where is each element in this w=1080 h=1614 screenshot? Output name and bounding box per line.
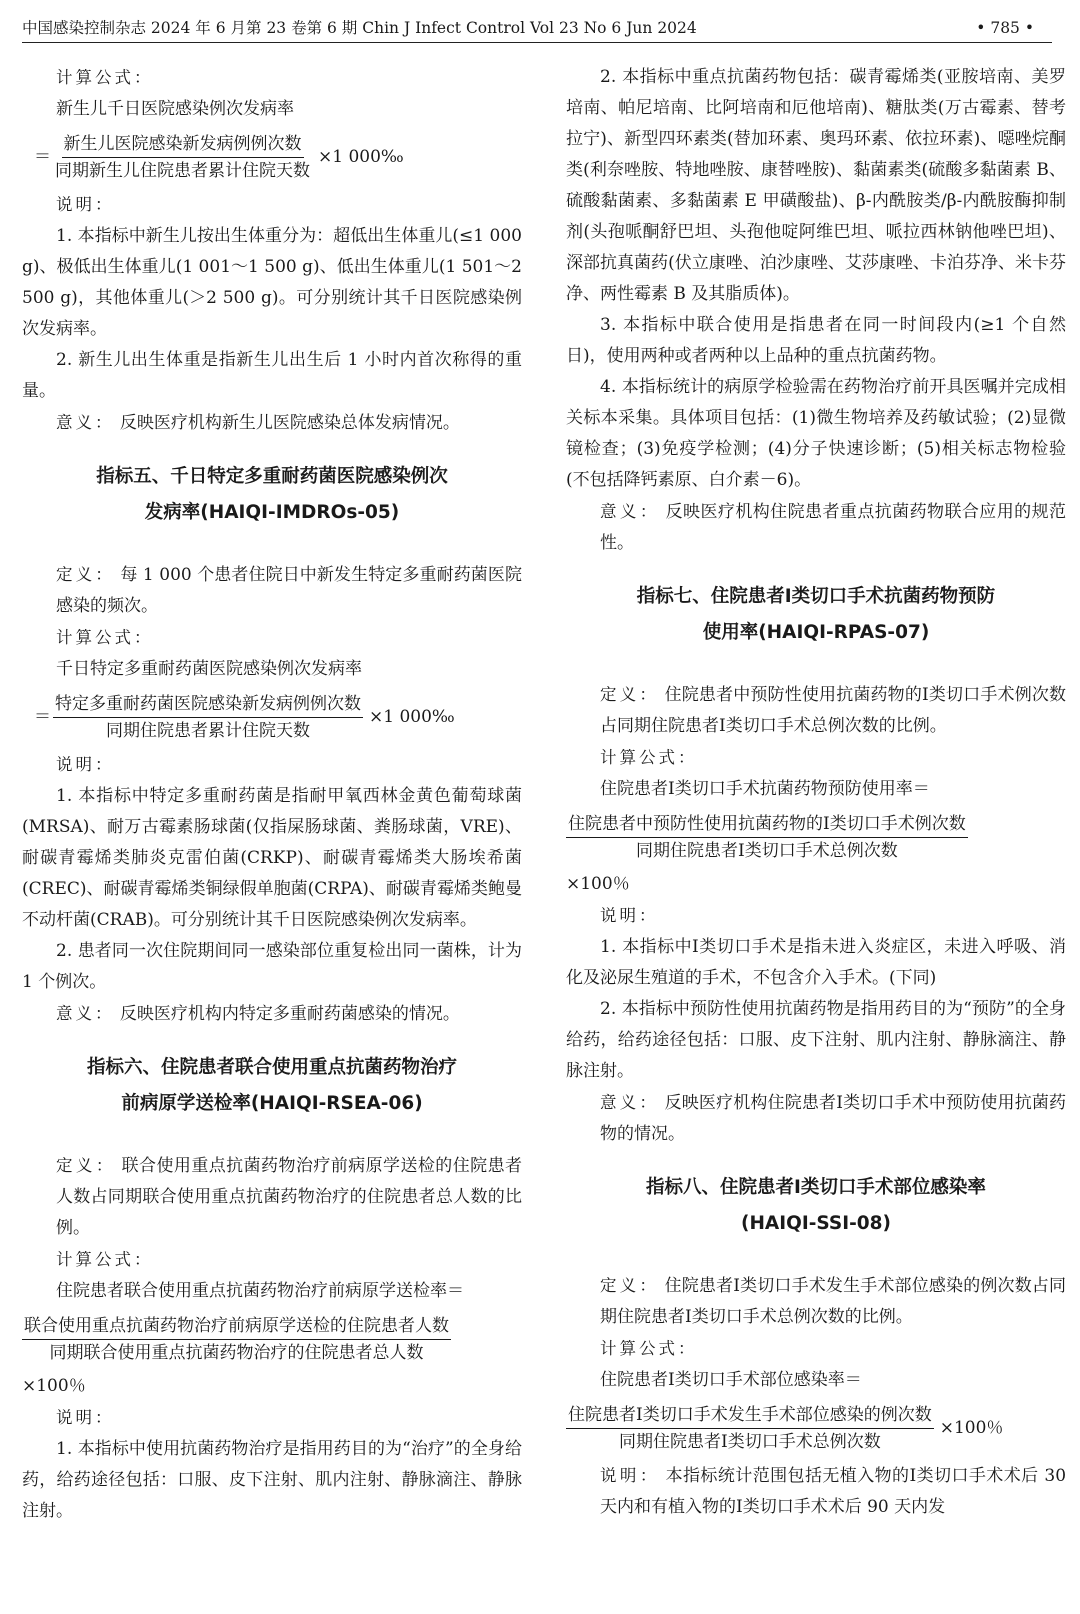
meaning-paragraph: 意义： 反映医疗机构新生儿医院感染总体发病情况。: [56, 413, 460, 433]
note: 3. 本指标中联合使用是指患者在同一时间段内(≥1 个自然日)，使用两种或者两种以上品种的重点抗菌药物。: [566, 315, 1066, 366]
formula-label: 计算公式：: [600, 1339, 698, 1358]
multiplier: ×100％: [22, 1376, 86, 1396]
note: 1. 本指标中新生儿按出生体重分为：超低出生体重儿(≤1 000 g)、极低出生体重儿(1 001～1 500 g)、低出生体重儿(1 501～2 500 g)，其他体重儿(＞2 500 g)。可分别统计其千日医院感染例次发病率。: [22, 226, 522, 339]
denominator: 同期新生儿住院患者累计住院天数: [55, 160, 310, 181]
formula-fraction: [22, 1307, 522, 1371]
notes-label: 说明：: [56, 195, 115, 214]
denominator: 同期住院患者Ⅰ类切口手术总例次数: [619, 1431, 881, 1452]
definition-paragraph: 定义： 住院患者Ⅰ类切口手术发生手术部位感染的例次数占同期住院患者Ⅰ类切口手术总例次数的比例。: [600, 1276, 1067, 1327]
multiplier: ×1 000‰: [318, 146, 404, 167]
multiplier: ×100％: [566, 874, 630, 894]
formula-name: 住院患者Ⅰ类切口手术部位感染率＝: [600, 1370, 862, 1390]
fraction: [53, 691, 363, 744]
left-column: [22, 62, 522, 1527]
right-column: [566, 62, 1066, 1523]
definition-paragraph: 定义： 联合使用重点抗菌药物治疗前病原学送检的住院患者人数占同期联合使用重点抗菌药物治疗的住院患者总人数的比例。: [56, 1156, 523, 1238]
definition-paragraph: 定义： 每 1 000 个患者住院日中新发生特定多重耐药菌医院感染的频次。: [56, 565, 523, 616]
numerator: 住院患者中预防性使用抗菌药物的Ⅰ类切口手术例次数: [566, 811, 968, 838]
section-title: 指标五、千日特定多重耐药菌医院感染例次 发病率(HAIQI-IMDROs-05): [96, 466, 448, 523]
formula-fraction: [566, 1396, 1066, 1460]
note: 4. 本指标统计的病原学检验需在药物治疗前开具医嘱并完成相关标本采集。具体项目包括：(1)微生物培养及药敏试验；(2)显微镜检查；(3)免疫学检测；(4)分子快速诊断；(5)相关标志物检验(不包括降钙素原、白介素－6)。: [566, 377, 1066, 490]
formula-label: 计算公式：: [56, 1250, 154, 1269]
denominator: 同期住院患者Ⅰ类切口手术总例次数: [636, 840, 898, 861]
formula-fraction: [566, 805, 1066, 869]
note: 1. 本指标中特定多重耐药菌是指耐甲氧西林金黄色葡萄球菌(MRSA)、耐万古霉素肠球菌(仅指屎肠球菌、粪肠球菌，VRE)、耐碳青霉烯类肺炎克雷伯菌(CRKP)、耐碳青霉烯类大肠埃希菌(CREC)、耐碳青霉烯类铜绿假单胞菌(CRPA)、耐碳青霉烯类鲍曼不动杆菌(CRAB)。可分别统计其千日医院感染例次发病率。: [22, 786, 522, 930]
meaning-paragraph: 意义： 反映医疗机构住院患者Ⅰ类切口手术中预防使用抗菌药物的情况。: [600, 1093, 1067, 1144]
denominator: 同期联合使用重点抗菌药物治疗的住院患者总人数: [49, 1342, 424, 1363]
formula-name: 住院患者Ⅰ类切口手术抗菌药物预防使用率＝: [600, 779, 930, 799]
formula-name: 住院患者联合使用重点抗菌药物治疗前病原学送检率＝: [56, 1281, 464, 1301]
multiplier: ×1 000‰: [369, 706, 455, 727]
note: 1. 本指标中使用抗菌药物治疗是指用药目的为“治疗”的全身给药，给药途径包括：口服、皮下注射、肌内注射、静脉滴注、静脉注射。: [22, 1439, 522, 1521]
note: 2. 新生儿出生体重是指新生儿出生后 1 小时内首次称得的重量。: [22, 350, 522, 401]
notes-label: 说明：: [56, 755, 115, 774]
denominator: 同期住院患者累计住院天数: [106, 720, 310, 741]
multiplier: ×100％: [939, 1417, 1004, 1438]
formula-label: 计算公式：: [56, 68, 154, 87]
notes-paragraph: 说明： 本指标统计范围包括无植入物的Ⅰ类切口手术术后 30 天内和有植入物的Ⅰ类切口手术术后 90 天内发: [600, 1466, 1067, 1517]
equals-sign: ＝: [34, 706, 51, 727]
page-number: • 785 •: [976, 19, 1034, 37]
fraction: [566, 811, 968, 864]
fraction: [53, 131, 312, 184]
formula-name: 千日特定多重耐药菌医院感染例次发病率: [56, 659, 362, 679]
notes-label: 说明：: [600, 906, 659, 925]
section-title: 指标六、住院患者联合使用重点抗菌药物治疗 前病原学送检率(HAIQI-RSEA-06): [86, 1057, 457, 1114]
notes-label: 说明：: [56, 1408, 115, 1427]
formula-name: 新生儿千日医院感染例次发病率: [56, 99, 294, 119]
note: 2. 患者同一次住院期间同一感染部位重复检出同一菌株，计为 1 个例次。: [22, 941, 522, 992]
formula-fraction: [34, 125, 522, 189]
formula-label: 计算公式：: [56, 628, 154, 647]
journal-citation: 中国感染控制杂志 2024 年 6 月第 23 卷第 6 期 Chin J Infect Control Vol 23 No 6 Jun 2024: [22, 19, 697, 37]
section-title: 指标七、住院患者Ⅰ类切口手术抗菌药物预防 使用率(HAIQI-RPAS-07): [636, 586, 996, 643]
numerator: 特定多重耐药菌医院感染新发病例例次数: [53, 691, 363, 718]
running-header: [22, 14, 1052, 43]
meaning-paragraph: 意义： 反映医疗机构内特定多重耐药菌感染的情况。: [56, 1004, 460, 1024]
numerator: 新生儿医院感染新发病例例次数: [62, 131, 304, 158]
formula-fraction: [34, 685, 522, 749]
section-title: 指标八、住院患者Ⅰ类切口手术部位感染率 (HAIQI-SSI-08): [646, 1177, 986, 1234]
numerator: 住院患者Ⅰ类切口手术发生手术部位感染的例次数: [566, 1402, 934, 1429]
formula-label: 计算公式：: [600, 748, 698, 767]
equals-sign: ＝: [34, 146, 51, 167]
numerator: 联合使用重点抗菌药物治疗前病原学送检的住院患者人数: [22, 1313, 451, 1340]
note: 1. 本指标中Ⅰ类切口手术是指未进入炎症区，未进入呼吸、消化及泌尿生殖道的手术，不包含介入手术。(下同): [566, 937, 1066, 988]
fraction: [22, 1313, 451, 1366]
definition-paragraph: 定义： 住院患者中预防性使用抗菌药物的Ⅰ类切口手术例次数占同期住院患者Ⅰ类切口手术总例次数的比例。: [600, 685, 1067, 736]
note: 2. 本指标中预防性使用抗菌药物是指用药目的为“预防”的全身给药，给药途径包括：口服、皮下注射、肌内注射、静脉滴注、静脉注射。: [566, 999, 1066, 1081]
meaning-paragraph: 意义： 反映医疗机构住院患者重点抗菌药物联合应用的规范性。: [600, 502, 1067, 553]
note: 2. 本指标中重点抗菌药物包括：碳青霉烯类(亚胺培南、美罗培南、帕尼培南、比阿培南和厄他培南)、糖肽类(万古霉素、替考拉宁)、新型四环素类(替加环素、奥玛环素、依拉环素)、噁唑烷酮类(利奈唑胺、特地唑胺、康替唑胺)、黏菌素类(硫酸多黏菌素 B、硫酸黏菌素、多黏菌素 E 甲磺酸盐)、β-内酰胺类/β-内酰胺酶抑制剂(头孢哌酮舒巴坦、头孢他啶阿维巴坦、哌拉西林钠他唑巴坦)、深部抗真菌药(伏立康唑、泊沙康唑、艾莎康唑、卡泊芬净、米卡芬净、两性霉素 B 及其脂质体)。: [566, 67, 1066, 304]
fraction: [566, 1402, 934, 1455]
